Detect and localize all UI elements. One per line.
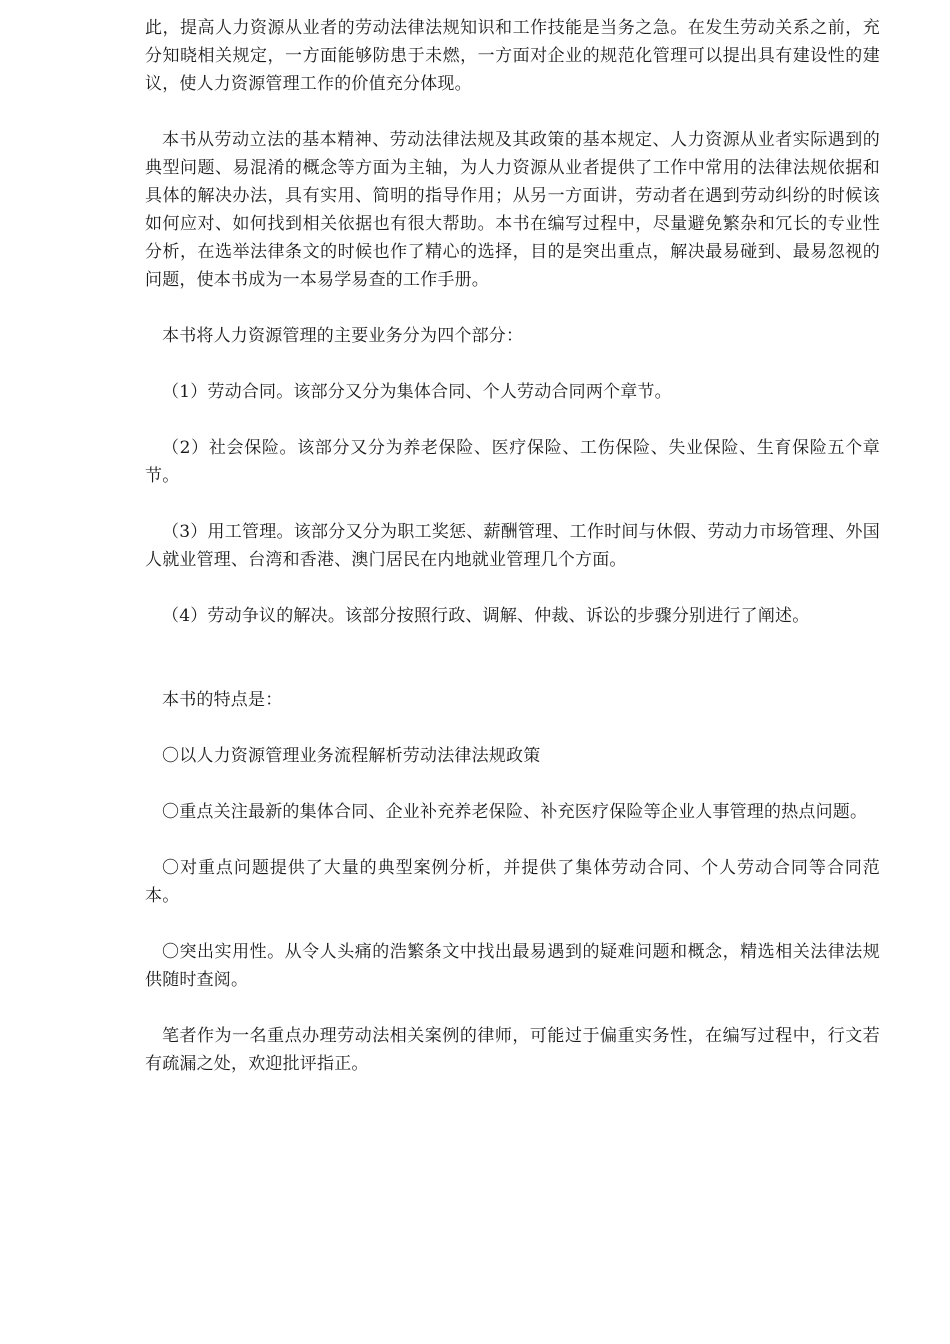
list-item-part-4: （4）劳动争议的解决。该部分按照行政、调解、仲裁、诉讼的步骤分别进行了阐述。 (162, 606, 810, 626)
list-item-part-2: （2）社会保险。该部分又分为养老保险、医疗保险、工伤保险、失业保险、生育保险五个章节。 (145, 438, 880, 486)
paragraph-features-intro: 本书的特点是： (162, 690, 283, 710)
feature-item-1: 〇以人力资源管理业务流程解析劳动法律法规政策 (162, 746, 541, 766)
paragraph-intro-continuation: 此，提高人力资源从业者的劳动法律法规知识和工作技能是当务之急。在发生劳动关系之前，充分知晓相关规定，一方面能够防患于未燃，一方面对企业的规范化管理可以提出具有建设性的建议，使人力资源管理工作的价值充分体现。 (145, 18, 880, 94)
paragraph-author-note: 笔者作为一名重点办理劳动法相关案例的律师，可能过于偏重实务性，在编写过程中，行文若有疏漏之处，欢迎批评指正。 (145, 1026, 880, 1074)
paragraph-book-overview: 本书从劳动立法的基本精神、劳动法律法规及其政策的基本规定、人力资源从业者实际遇到的典型问题、易混淆的概念等方面为主轴，为人力资源从业者提供了工作中常用的法律法规依据和具体的解决办法，具有实用、简明的指导作用；从另一方面讲，劳动者在遇到劳动纠纷的时候该如何应对、如何找到相关依据也有很大帮助。本书在编写过程中，尽量避免繁杂和冗长的专业性分析，在选举法律条文的时候也作了精心的选择，目的是突出重点，解决最易碰到、最易忽视的问题，使本书成为一本易学易查的工作手册。 (145, 130, 880, 290)
feature-item-3: 〇对重点问题提供了大量的典型案例分析，并提供了集体劳动合同、个人劳动合同等合同范本。 (145, 858, 880, 906)
document-page (145, 14, 880, 1078)
feature-item-2: 〇重点关注最新的集体合同、企业补充养老保险、补充医疗保险等企业人事管理的热点问题。 (162, 802, 868, 822)
list-item-part-1: （1）劳动合同。该部分又分为集体合同、个人劳动合同两个章节。 (162, 382, 672, 402)
paragraph-four-parts-intro: 本书将人力资源管理的主要业务分为四个部分： (162, 326, 524, 346)
list-item-part-3: （3）用工管理。该部分又分为职工奖惩、薪酬管理、工作时间与休假、劳动力市场管理、外国人就业管理、台湾和香港、澳门居民在内地就业管理几个方面。 (145, 522, 880, 570)
feature-item-4: 〇突出实用性。从令人头痛的浩繁条文中找出最易遇到的疑难问题和概念，精选相关法律法规供随时查阅。 (145, 942, 880, 990)
